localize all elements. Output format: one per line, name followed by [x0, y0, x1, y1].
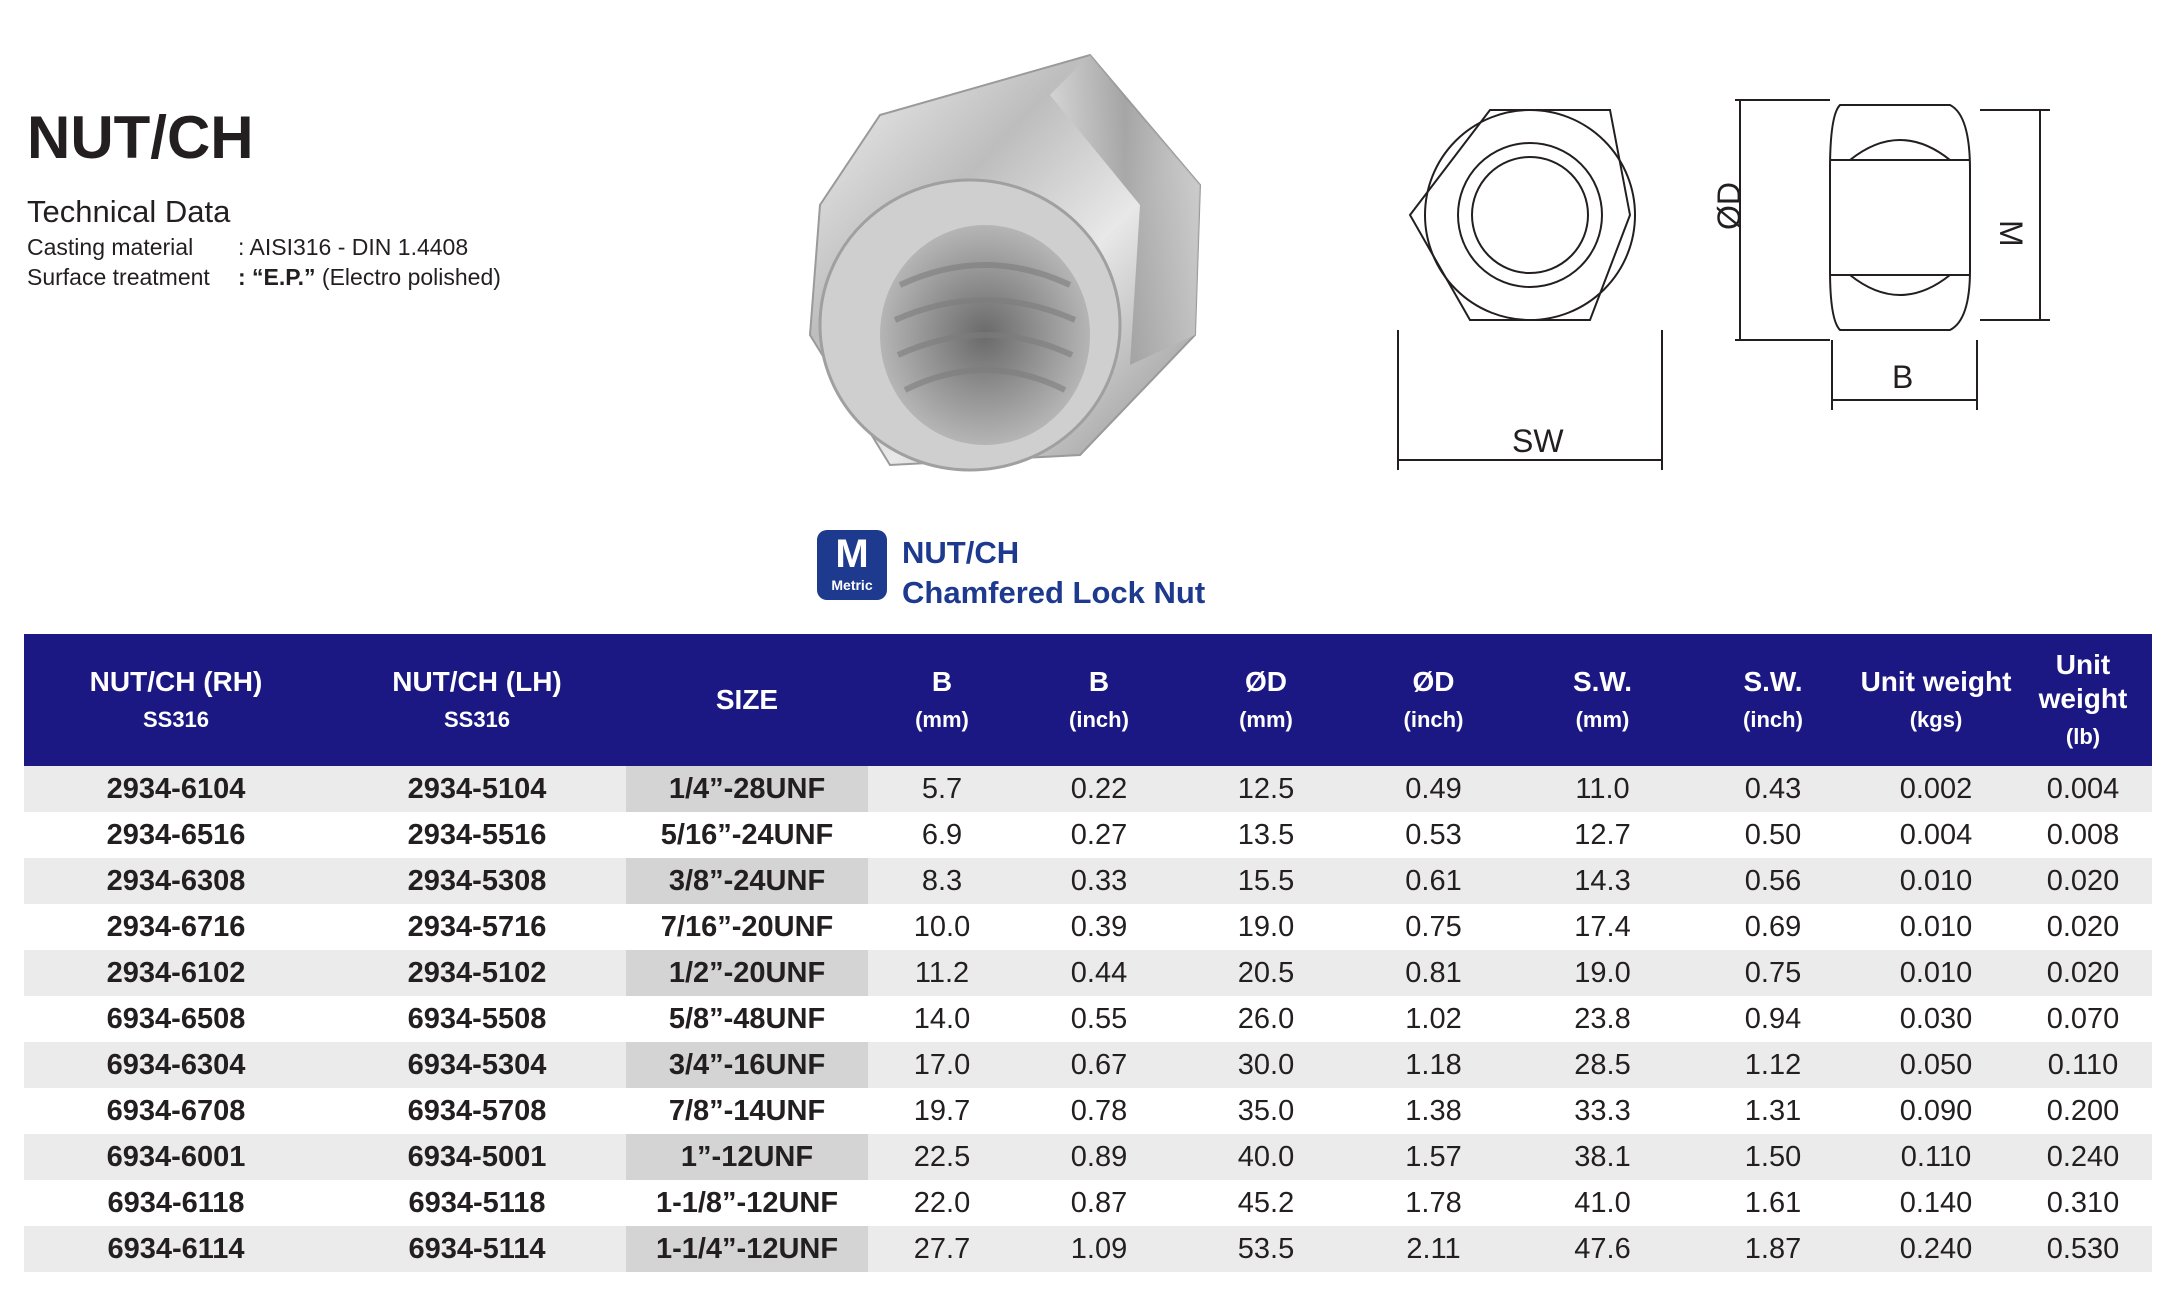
column-header	[328, 634, 626, 766]
table-cell: 0.87	[1070, 1187, 1128, 1219]
table-cell: 0.010	[1858, 858, 2014, 904]
table-cell: 0.50	[1744, 819, 1802, 851]
table-cell: 2934-6104	[24, 766, 328, 812]
table-cell: 0.94	[1744, 1003, 1802, 1035]
table-cell: 22.0	[913, 1187, 971, 1219]
table-cell: 15.5	[1182, 858, 1350, 904]
column-header-label: Unit weight	[1860, 666, 2012, 697]
label-b: B	[1892, 359, 1914, 395]
column-header-sub: (kgs)	[1909, 707, 1963, 732]
table-cell: 0.67	[1016, 1042, 1182, 1088]
table-cell: 2934-6308	[24, 858, 328, 904]
table-cell: 27.7	[868, 1226, 1016, 1272]
column-header	[1182, 634, 1350, 766]
table-header-row	[24, 634, 2152, 766]
table-cell: 0.39	[1070, 911, 1128, 943]
table-cell: 0.310	[2046, 1187, 2120, 1219]
column-header-label: S.W.	[1743, 666, 1803, 697]
product-name	[902, 533, 1205, 613]
table-row	[24, 1226, 2152, 1272]
table-cell: 0.010	[1899, 911, 1973, 943]
table-cell: 11.0	[1517, 766, 1688, 812]
spec-surface-treatment	[27, 266, 501, 289]
column-header	[1016, 634, 1182, 766]
table-cell: 0.002	[1858, 766, 2014, 812]
technical-drawing	[1390, 90, 2090, 480]
table-cell: 2.11	[1350, 1226, 1517, 1272]
table-cell: 28.5	[1517, 1042, 1688, 1088]
table-cell: 1.87	[1688, 1226, 1858, 1272]
section-subtitle: Technical Data	[27, 194, 231, 229]
table-row	[24, 858, 2152, 904]
spec-casting-material	[27, 236, 468, 259]
table-cell: 33.3	[1574, 1095, 1631, 1127]
spec-table	[24, 634, 2152, 1272]
table-cell: 35.0	[1237, 1095, 1295, 1127]
column-header-sub: (mm)	[1575, 707, 1630, 732]
table-row	[24, 812, 2152, 858]
spec-label: Casting material	[27, 234, 194, 260]
table-cell: 2934-6516	[106, 819, 246, 851]
table-cell: 6934-5001	[328, 1134, 626, 1180]
table-row	[24, 996, 2152, 1042]
table-cell: 1.38	[1405, 1095, 1462, 1127]
table-cell: 0.010	[1858, 950, 2014, 996]
table-cell: 6934-5118	[408, 1187, 546, 1219]
column-header-sub: (mm)	[1239, 707, 1293, 732]
table-cell: 1.18	[1350, 1042, 1517, 1088]
column-header	[626, 634, 868, 766]
spec-label: Surface treatment	[27, 264, 210, 290]
table-cell: 1.02	[1405, 1003, 1462, 1035]
table-cell: 0.004	[1899, 819, 1973, 851]
table-cell: 6934-6508	[106, 1003, 246, 1035]
column-header	[24, 634, 328, 766]
hex-outline	[1410, 110, 1630, 320]
table-cell: 0.090	[1899, 1095, 1973, 1127]
column-header-sub: SS316	[443, 707, 511, 732]
table-cell: 0.81	[1350, 950, 1517, 996]
table-cell: 0.55	[1070, 1003, 1128, 1035]
table-cell: 30.0	[1182, 1042, 1350, 1088]
table-cell: 45.2	[1237, 1187, 1295, 1219]
column-header-sub: SS316	[142, 707, 210, 732]
table-cell: 40.0	[1182, 1134, 1350, 1180]
table-row	[24, 904, 2152, 950]
label-sw: SW	[1512, 423, 1564, 459]
column-header-label: ØD	[1245, 666, 1287, 697]
table-cell: 13.5	[1237, 819, 1295, 851]
table-cell: 1.12	[1688, 1042, 1858, 1088]
table-cell: 0.89	[1016, 1134, 1182, 1180]
label-diameter: ØD	[1711, 182, 1747, 230]
table-cell: 2934-6102	[24, 950, 328, 996]
table-cell: 20.5	[1182, 950, 1350, 996]
table-cell: 6934-5114	[328, 1226, 626, 1272]
column-header-label: NUT/CH (LH)	[392, 666, 562, 697]
spec-value: : AISI316 - DIN 1.4408	[238, 234, 469, 260]
table-cell: 0.200	[2046, 1095, 2120, 1127]
table-cell: 2934-5308	[328, 858, 626, 904]
column-header	[1350, 634, 1517, 766]
table-cell: 6934-5708	[407, 1095, 547, 1127]
table-cell: 6934-6708	[106, 1095, 246, 1127]
table-cell: 23.8	[1574, 1003, 1631, 1035]
table-row	[24, 1180, 2152, 1226]
table-cell: 7/16”-20UNF	[660, 911, 834, 943]
table-cell: 12.5	[1182, 766, 1350, 812]
table-cell: 0.020	[2014, 950, 2152, 996]
column-header-label: B	[1088, 666, 1110, 697]
table-cell: 14.3	[1517, 858, 1688, 904]
table-cell: 47.6	[1517, 1226, 1688, 1272]
table-cell: 19.0	[1237, 911, 1295, 943]
table-cell: 0.78	[1070, 1095, 1128, 1127]
column-header	[2014, 634, 2152, 766]
table-cell: 0.020	[2014, 858, 2152, 904]
table-cell: 19.7	[913, 1095, 971, 1127]
table-cell: 6934-5508	[407, 1003, 547, 1035]
table-cell: 0.110	[1858, 1134, 2014, 1180]
table-cell: 0.110	[2014, 1042, 2152, 1088]
table-cell: 6934-6118	[107, 1187, 245, 1219]
table-cell: 12.7	[1574, 819, 1631, 851]
table-cell: 0.43	[1688, 766, 1858, 812]
table-cell: 0.69	[1744, 911, 1802, 943]
table-cell: 1/2”-20UNF	[626, 950, 868, 996]
column-header-label: B	[931, 666, 953, 697]
nut-product-image	[790, 35, 1230, 485]
page-title: NUT/CH	[27, 104, 254, 171]
table-cell: 0.008	[2046, 819, 2120, 851]
column-header-label: SIZE	[715, 684, 779, 715]
table-cell: 1-1/4”-12UNF	[626, 1226, 868, 1272]
table-cell: 6934-6304	[24, 1042, 328, 1088]
metric-badge-icon: M Metric	[817, 530, 887, 600]
table-cell: 17.0	[868, 1042, 1016, 1088]
table-cell: 0.004	[2014, 766, 2152, 812]
table-cell: 2934-6716	[106, 911, 246, 943]
table-cell: 0.56	[1688, 858, 1858, 904]
table-cell: 0.530	[2014, 1226, 2152, 1272]
table-cell: 0.53	[1405, 819, 1462, 851]
table-cell: 0.070	[2046, 1003, 2120, 1035]
table-cell: 19.0	[1517, 950, 1688, 996]
table-cell: 0.050	[1858, 1042, 2014, 1088]
table-cell: 6934-5304	[328, 1042, 626, 1088]
table-cell: 6.9	[921, 819, 963, 851]
column-header-label: Unit weight	[2038, 649, 2128, 714]
table-cell: 1.31	[1744, 1095, 1802, 1127]
table-body	[24, 766, 2152, 1272]
column-header	[1688, 634, 1858, 766]
table-cell: 0.240	[2014, 1134, 2152, 1180]
table-cell: 0.49	[1350, 766, 1517, 812]
table-cell: 41.0	[1574, 1187, 1631, 1219]
table-cell: 53.5	[1182, 1226, 1350, 1272]
table-cell: 1/4”-28UNF	[626, 766, 868, 812]
table-row	[24, 1134, 2152, 1180]
table-cell: 22.5	[868, 1134, 1016, 1180]
table-cell: 5/8”-48UNF	[668, 1003, 826, 1035]
table-cell: 0.61	[1350, 858, 1517, 904]
column-header	[1517, 634, 1688, 766]
column-header-label: S.W.	[1572, 666, 1633, 697]
table-cell: 6934-6114	[24, 1226, 328, 1272]
table-cell: 0.22	[1016, 766, 1182, 812]
column-header	[1858, 634, 2014, 766]
table-cell: 14.0	[913, 1003, 971, 1035]
table-row	[24, 766, 2152, 812]
label-m: M	[1993, 220, 2029, 247]
table-cell: 0.33	[1016, 858, 1182, 904]
column-header-sub: (mm)	[915, 707, 969, 732]
table-cell: 2934-5104	[328, 766, 626, 812]
table-cell: 1.57	[1350, 1134, 1517, 1180]
table-row	[24, 950, 2152, 996]
table-cell: 1-1/8”-12UNF	[655, 1187, 839, 1219]
table-cell: 0.44	[1016, 950, 1182, 996]
table-cell: 38.1	[1517, 1134, 1688, 1180]
table-cell: 26.0	[1237, 1003, 1295, 1035]
table-cell: 17.4	[1574, 911, 1631, 943]
table-cell: 1.61	[1744, 1187, 1802, 1219]
column-header-label: NUT/CH (RH)	[89, 666, 263, 697]
table-cell: 1.09	[1016, 1226, 1182, 1272]
table-row	[24, 1088, 2152, 1134]
table-cell: 0.75	[1688, 950, 1858, 996]
column-header-label: ØD	[1412, 666, 1455, 697]
spec-value: : “E.P.” (Electro polished)	[238, 264, 501, 290]
table-cell: 11.2	[868, 950, 1016, 996]
table-cell: 1”-12UNF	[626, 1134, 868, 1180]
table-cell: 1.50	[1688, 1134, 1858, 1180]
column-header-sub: (inch)	[1403, 707, 1464, 732]
table-cell: 2934-5516	[407, 819, 547, 851]
table-cell: 0.140	[1899, 1187, 1973, 1219]
column-header-sub: (inch)	[1743, 707, 1803, 732]
table-cell: 0.27	[1070, 819, 1128, 851]
table-row	[24, 1042, 2152, 1088]
column-header	[868, 634, 1016, 766]
table-cell: 7/8”-14UNF	[668, 1095, 826, 1127]
table-cell: 0.020	[2046, 911, 2120, 943]
column-header-sub: (lb)	[2065, 724, 2101, 749]
table-cell: 8.3	[868, 858, 1016, 904]
table-cell: 3/4”-16UNF	[626, 1042, 868, 1088]
table-cell: 0.75	[1405, 911, 1462, 943]
product-description: Chamfered Lock Nut	[902, 575, 1206, 610]
table-cell: 0.030	[1899, 1003, 1973, 1035]
table-cell: 5.7	[868, 766, 1016, 812]
table-cell: 2934-5716	[407, 911, 547, 943]
table-cell: 2934-5102	[328, 950, 626, 996]
table-cell: 10.0	[913, 911, 971, 943]
column-header-sub: (inch)	[1069, 707, 1129, 732]
table-cell: 0.240	[1858, 1226, 2014, 1272]
table-cell: 3/8”-24UNF	[626, 858, 868, 904]
table-cell: 5/16”-24UNF	[660, 819, 834, 851]
table-cell: 1.78	[1405, 1187, 1462, 1219]
table-cell: 6934-6001	[24, 1134, 328, 1180]
product-code: NUT/CH	[902, 535, 1020, 570]
